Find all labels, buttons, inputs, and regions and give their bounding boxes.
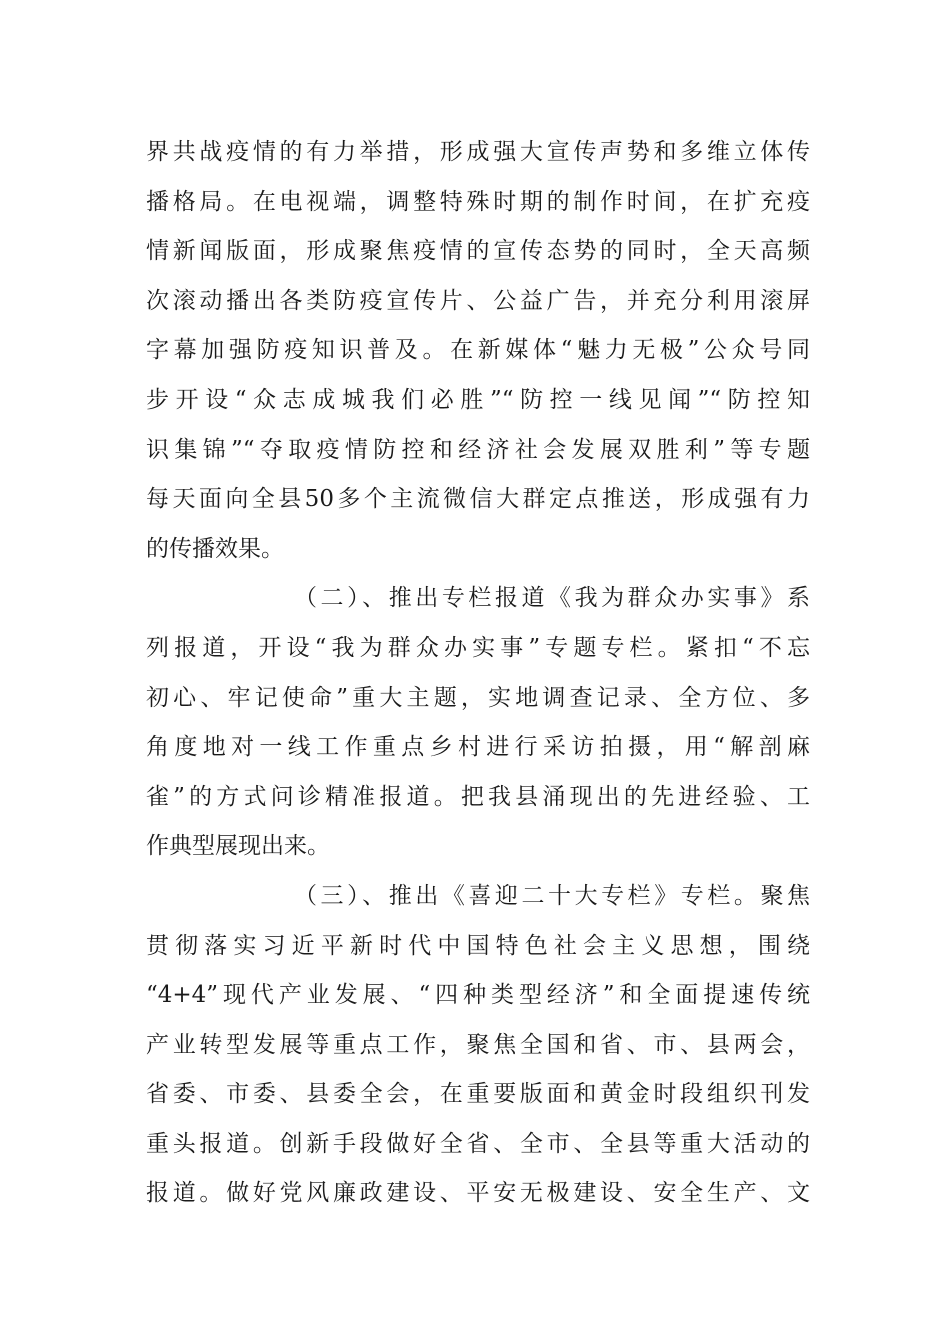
text-line: 报道。做好党风廉政建设、平安无极建设、安全生产、文 <box>146 1180 810 1207</box>
text-line: “4+4”现代产业发展、“四种类型经济”和全面提速传统 <box>146 982 810 1009</box>
text-line: 重头报道。创新手段做好全省、全市、全县等重大活动的 <box>146 1130 810 1157</box>
text-line: 播格局。在电视端，调整特殊时期的制作时间，在扩充疫 <box>146 188 810 215</box>
text-line: 次滚动播出各类防疫宣传片、公益广告，并充分利用滚屏 <box>146 287 810 314</box>
text-line: 情新闻版面，形成聚焦疫情的宣传态势的同时，全天高频 <box>146 238 810 265</box>
text-line: 作典型展现出来。 <box>146 833 330 860</box>
text-line: 产业转型发展等重点工作，聚焦全国和省、市、县两会， <box>146 1031 810 1058</box>
text-line: 字幕加强防疫知识普及。在新媒体“魅力无极”公众号同 <box>146 337 810 364</box>
paragraph-start-line: （三）、推出《喜迎二十大专栏》专栏。聚焦 <box>294 882 810 909</box>
text-line: 步开设“众志成城我们必胜”“防控一线见闻”“防控知 <box>146 386 810 413</box>
text-line: 雀”的方式问诊精准报道。把我县涌现出的先进经验、工 <box>146 783 810 810</box>
text-line: 每天面向全县50多个主流微信大群定点推送，形成强有力 <box>146 486 810 513</box>
text-line: 识集锦”“夺取疫情防控和经济社会发展双胜利”等专题 <box>146 436 810 463</box>
text-line: 的传播效果。 <box>146 535 284 562</box>
text-line: 贯彻落实习近平新时代中国特色社会主义思想，围绕 <box>146 932 810 959</box>
text-line: 省委、市委、县委全会，在重要版面和黄金时段组织刊发 <box>146 1081 810 1108</box>
text-line: 界共战疫情的有力举措，形成强大宣传声势和多维立体传 <box>146 139 810 165</box>
text-line: 列报道，开设“我为群众办实事”专题专栏。紧扣“不忘 <box>146 634 810 661</box>
text-line: 初心、牢记使命”重大主题，实地调查记录、全方位、多 <box>146 684 810 711</box>
paragraph-start-line: （二）、推出专栏报道《我为群众办实事》系 <box>294 585 810 612</box>
text-line: 角度地对一线工作重点乡村进行采访拍摄，用“解剖麻 <box>146 734 810 761</box>
document-body <box>146 128 810 1219</box>
